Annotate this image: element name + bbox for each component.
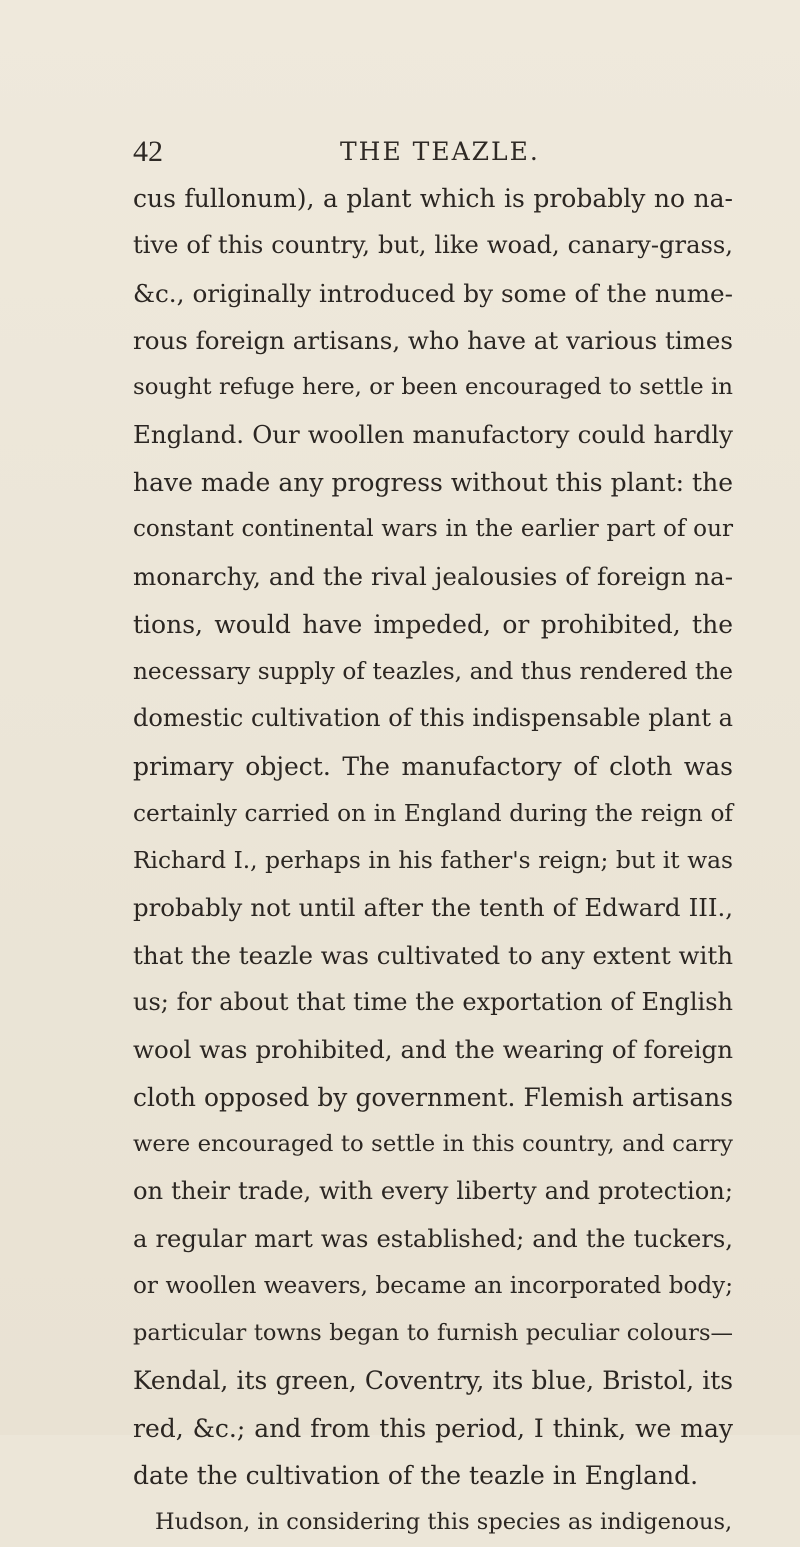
text-line: necessary supply of teazles, and thus rendered the <box>133 657 733 685</box>
text-line: were encouraged to settle in this country, and carry <box>133 1130 733 1157</box>
page-number: 42 <box>133 135 163 168</box>
text-line: England. Our woollen manufactory could hardly <box>133 420 733 450</box>
text-line: monarchy, and the rival jealousies of foreign na- <box>133 562 733 592</box>
text-line: Richard I., perhaps in his father's reign; but it was <box>133 847 733 875</box>
text-line: rous foreign artisans, who have at various times <box>133 325 733 355</box>
text-line: tive of this country, but, like woad, canary-grass, <box>133 231 733 260</box>
text-line: on their trade, with every liberty and protection; <box>133 1177 733 1206</box>
text-line: domestic cultivation of this indispensable plant a <box>133 704 733 733</box>
text-line: probably not until after the tenth of Edward III., <box>133 893 733 923</box>
text-line: red, &c.; and from this period, I think, we may <box>133 1413 733 1443</box>
text-line: cloth opposed by government. Flemish artisans <box>133 1082 733 1112</box>
text-line: Kendal, its green, Coventry, its blue, Bristol, its <box>133 1366 733 1396</box>
text-line: or woollen weavers, became an incorporated body; <box>133 1272 733 1299</box>
text-line: date the cultivation of the teazle in England. <box>133 1461 699 1491</box>
text-line: a regular mart was established; and the tuckers, <box>133 1224 733 1253</box>
text-line: constant continental wars in the earlier part of our <box>133 516 733 543</box>
text-line: Hudson, in considering this species as indigenous, <box>155 1509 733 1536</box>
running-title: THE TEAZLE. <box>340 137 540 166</box>
body-text <box>133 175 733 1547</box>
text-line: wool was prohibited, and the wearing of foreign <box>133 1035 733 1065</box>
text-line: primary object. The manufactory of cloth was <box>133 751 733 781</box>
page-header <box>133 132 733 172</box>
text-line: tions, would have impeded, or prohibited, the <box>133 609 733 639</box>
text-line: certainly carried on in England during the reign of <box>133 799 733 827</box>
text-line: &c., originally introduced by some of the nume- <box>133 278 733 308</box>
text-line: sought refuge here, or been encouraged to settle in <box>133 374 733 401</box>
text-line: have made any progress without this plant: the <box>133 467 733 497</box>
text-line: that the teazle was cultivated to any extent with <box>133 940 733 970</box>
text-line: us; for about that time the exportation of English <box>133 988 733 1017</box>
text-line: cus fullonum), a plant which is probably no na- <box>133 184 733 213</box>
text-line: particular towns began to furnish peculiar colours— <box>133 1320 733 1347</box>
